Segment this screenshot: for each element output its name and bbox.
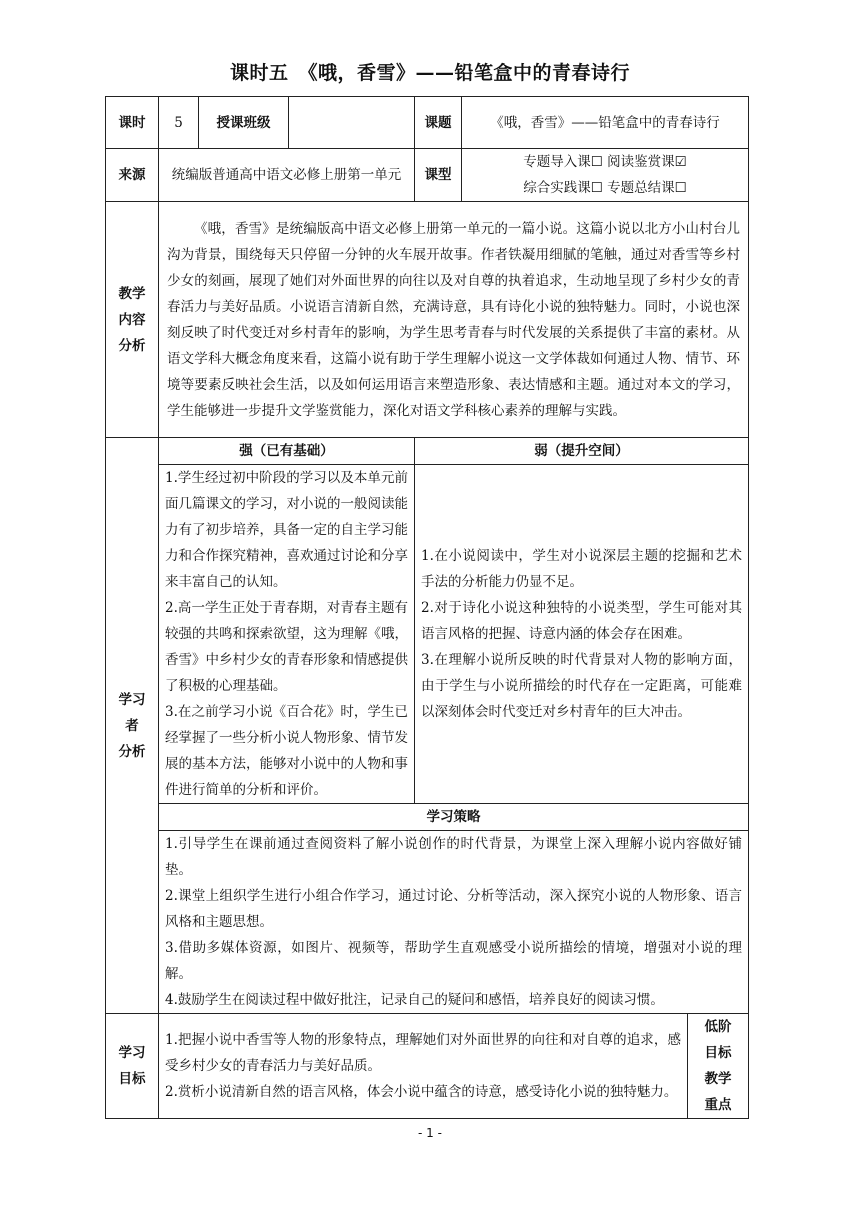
strategy-item: 3.借助多媒体资源，如图片、视频等，帮助学生直观感受小说所描绘的情境，增强对小说的理解。 [165,940,742,982]
row-learner-content [106,465,749,804]
weak-item: 2.对于诗化小说这种独特的小说类型，学生可能对其语言风格的把握、诗意内涵的体会存在困难。 [421,600,742,642]
lesson-type-line-1: 专题导入课☐ 阅读鉴赏课☑ [523,154,687,170]
label-learner-analysis: 学习 者 分析 [106,438,159,1014]
content-analysis-text: 《哦，香雪》是统编版高中语文必修上册第一单元的一篇小说。这篇小说以北方小山村台儿沟为背景，围绕每天只停留一分钟的火车展开故事。作者铁凝用细腻的笔触，通过对香雪等乡村少女的刻画，展现了她们对外面世界的向往以及对自尊的执着追求，生动地呈现了乡村少女的青春活力与美好品质。小说语言清新自然，充满诗意，具有诗化小说的独特魅力。同时，小说也深刻反映了时代变迁对乡村青年的影响，为学生思考青春与时代发展的关系提供了丰富的素材。从语文学科大概念角度来看，这篇小说有助于学生理解小说这一文学体裁如何通过人物、情节、环境等要素反映社会生活，以及如何运用语言来塑造形象、表达情感和主题。通过对本文的学习，学生能够进一步提升文学鉴赏能力，深化对语文学科核心素养的理解与实践。 [159,202,749,438]
class-value [289,97,415,149]
objective-level-label: 低阶 目标 教学 重点 [688,1014,749,1119]
label-lesson: 课时 [106,97,159,149]
strong-header: 强（已有基础） [159,438,415,465]
label-type: 课型 [415,149,462,202]
weak-header: 弱（提升空间） [415,438,749,465]
lesson-number: 5 [159,97,199,149]
page-number: - 1 - [418,1126,442,1140]
strategy-item: 1.引导学生在课前通过查阅资料了解小说创作的时代背景，为课堂上深入理解小说内容做好铺垫。 [165,836,742,878]
objectives-list [159,1014,688,1119]
row-objectives [106,1014,749,1119]
weak-list [415,465,749,804]
label-content-analysis: 教学 内容 分析 [106,202,159,438]
strong-item: 1.学生经过初中阶段的学习以及本单元前面几篇课文的学习，对小说的一般阅读能力有了初步培养，具备一定的自主学习能力和合作探究精神，喜欢通过讨论和分享来丰富自己的认知。 [165,470,408,590]
row-strategy-content [106,831,749,1014]
lesson-plan-table [105,96,749,1119]
row-strategy-header [106,804,749,831]
label-class: 授课班级 [199,97,289,149]
label-topic: 课题 [415,97,462,149]
strategy-item: 2.课堂上组织学生进行小组合作学习，通过讨论、分析等活动，深入探究小说的人物形象、语言风格和主题思想。 [165,888,742,930]
objective-item: 2.赏析小说清新自然的语言风格，体会小说中蕴含的诗意，感受诗化小说的独特魅力。 [165,1084,678,1100]
label-source: 来源 [106,149,159,202]
strategy-item: 4.鼓励学生在阅读过程中做好批注，记录自己的疑问和感悟，培养良好的阅读习惯。 [165,992,664,1008]
strong-list [159,465,415,804]
strategy-list [159,831,749,1014]
label-objectives: 学习 目标 [106,1014,159,1119]
weak-item: 1.在小说阅读中，学生对小说深层主题的挖掘和艺术手法的分析能力仍显不足。 [421,548,742,590]
topic-value: 《哦，香雪》——铅笔盒中的青春诗行 [462,97,749,149]
strong-item: 2.高一学生正处于青春期，对青春主题有较强的共鸣和探索欲望，这为理解《哦，香雪》中乡村少女的青春形象和情感提供了积极的心理基础。 [165,600,408,694]
page-title: 课时五 《哦，香雪》——铅笔盒中的青春诗行 [229,62,630,84]
row-learner-headers [106,438,749,465]
weak-item: 3.在理解小说所反映的时代背景对人物的影响方面，由于学生与小说所描绘的时代存在一定距离，可能难以深刻体会时代变迁对乡村青年的巨大冲击。 [421,652,742,720]
source-value: 统编版普通高中语文必修上册第一单元 [159,149,415,202]
lesson-type-options [462,149,749,202]
row-content-analysis [106,202,749,438]
objective-item: 1.把握小说中香雪等人物的形象特点，理解她们对外面世界的向往和对自尊的追求，感受乡村少女的青春活力与美好品质。 [165,1032,681,1074]
lesson-type-line-2: 综合实践课☐ 专题总结课☐ [523,180,687,196]
strong-item: 3.在之前学习小说《百合花》时，学生已经掌握了一些分析小说人物形象、情节发展的基本方法，能够对小说中的人物和事件进行简单的分析和评价。 [165,704,408,798]
row-source [106,149,749,202]
row-lesson-info [106,97,749,149]
strategy-header: 学习策略 [159,804,749,831]
